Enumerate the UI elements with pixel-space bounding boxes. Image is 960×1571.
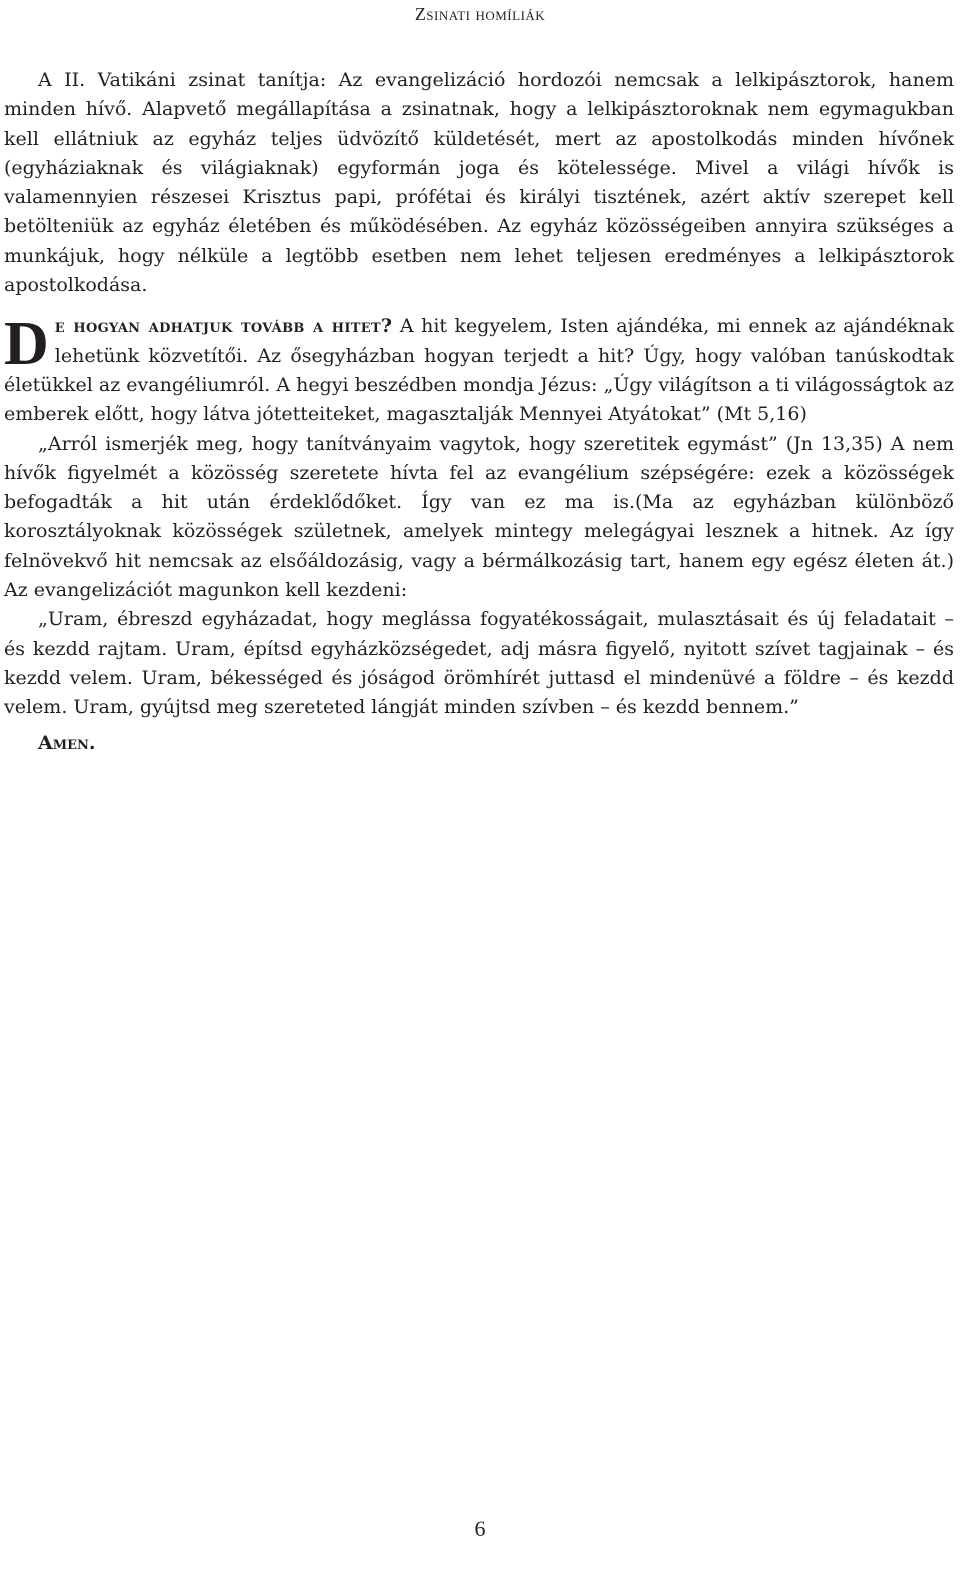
paragraph-apostolate: A II. Vatikáni zsinat tanítja: Az evangelizáció hordozói nemcsak a lelkipásztorok, hanem minden hívő. Alapvető megállapítása a zsinatnak, hogy a lelkipásztoroknak nem egymagukban kell ellátniuk az egyház teljes üdvözítő küldetését, mert az apostolkodás minden hívőnek (egyháziaknak és világiaknak) egyformán joga és kötelessége. Mivel a világi hívők is valamennyien részesei Krisztus papi, prófétai és királyi tisztének, azért aktív szerepet kell betölteniük az egyház életében és működésében. Az egyház közösségeiben annyira szükséges a munkájuk, hogy nélküle a legtöbb esetben nem lehet teljesen eredményes a lelkipásztorok apostolkodása.: [4, 69, 954, 297]
drop-cap-letter: D: [4, 310, 49, 379]
paragraph-community-love: „Arról ismerjék meg, hogy tanítványaim vagytok, hogy szeretitek egymást” (Jn 13,35) A nem hívők figyelmét a közösség szeretete hívta fel az evangélium szépségére: ezek a közösségek befogadták a hit után érdeklődőket. Így van ez ma is.(Ma az egyházban különböző korosztályoknak közösségek születnek, amelyek mintegy melegágyai lesznek a hitnek. Az így felnövekvő hit nemcsak az elsőáldozásig, vagy a bérmálkozásig tart, hanem egy egész életen át.) Az evangelizációt magunkon kell kezdeni:: [4, 432, 954, 602]
section-heading: e hogyan adhatjuk tovább a hitet?: [54, 315, 393, 338]
page-body: [4, 66, 954, 758]
paragraph-passing-on-faith: [4, 312, 954, 429]
section-text: A hit kegyelem, Isten ajándéka, mi ennek az ajándéknak lehetünk közvetítői. Az ősegyházban hogyan terjedt a hit? Úgy, hogy valóban tanúskodtak életükkel az evangéliumról. A hegyi beszédben mondja Jézus: „Úgy világítson a ti világosságtok az emberek előtt, hogy látva jótetteiteket, magasztalják Mennyei Atyátokat” (Mt 5,16): [4, 315, 954, 426]
paragraph-prayer: „Uram, ébreszd egyházadat, hogy meglássa fogyatékosságait, mulasztásait és új feladatait – és kezdd rajtam. Uram, építsd egyházközségedet, adj másra figyelő, nyitott szívet tagjainak – és kezdd velem. Uram, békességed és jóságod örömhírét juttasd el mindenüvé a földre – és kezdd velem. Uram, gyújtsd meg szereteted lángját minden szívben – és kezdd bennem.”: [4, 608, 954, 719]
closing-amen: Amen.: [38, 731, 96, 754]
running-head-title: Zsinati homíliák: [414, 4, 546, 24]
page-number: 6: [474, 1516, 486, 1541]
